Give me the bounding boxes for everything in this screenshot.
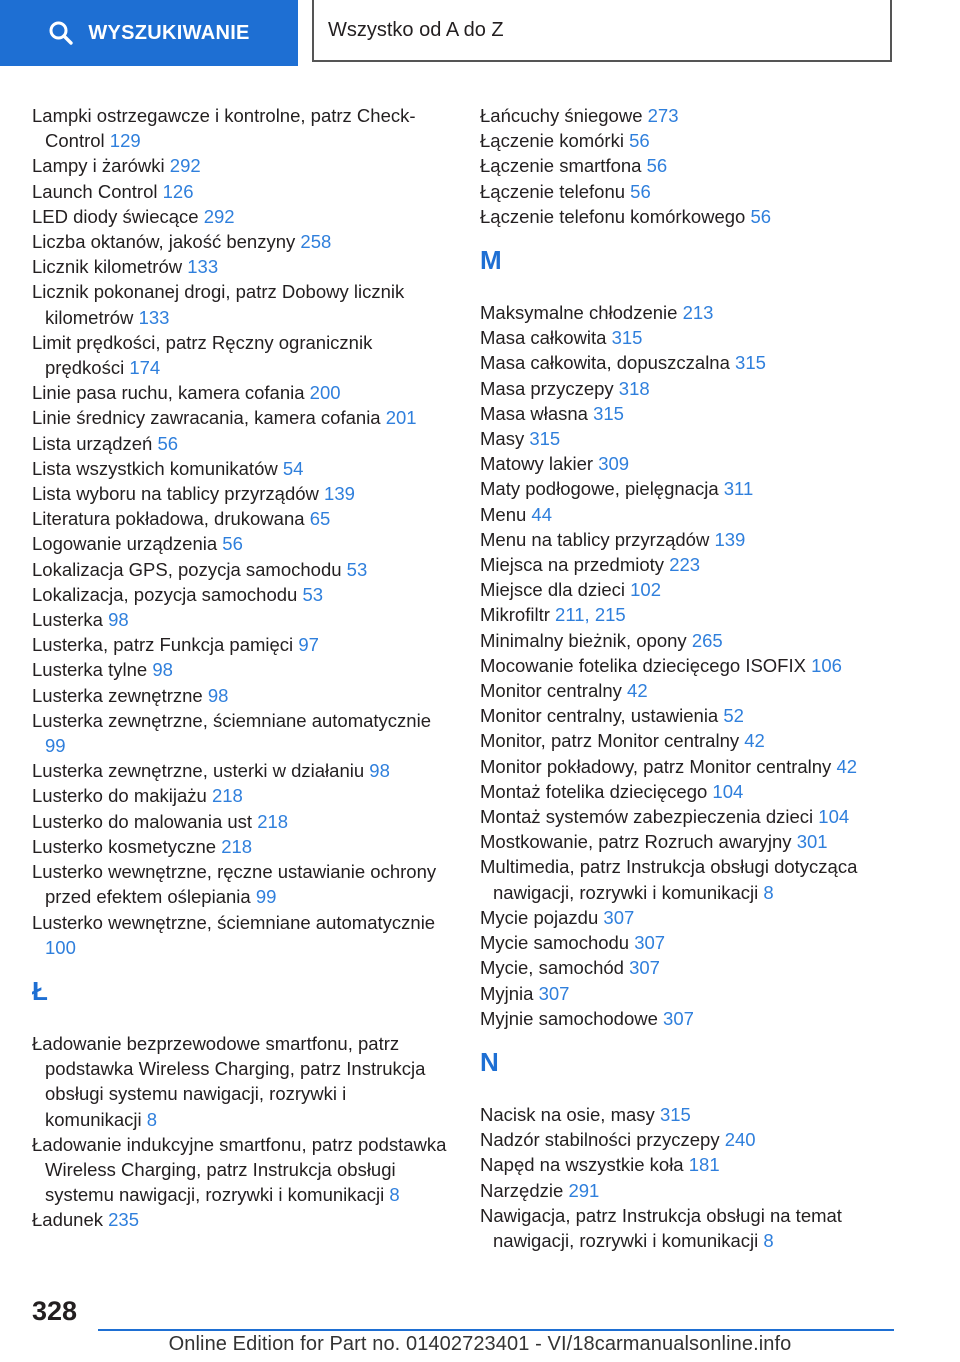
index-entry [32, 1207, 448, 1232]
index-entry-text: Nacisk na osie, masy [480, 1103, 655, 1125]
index-entry-text: Mycie pojazdu [480, 906, 599, 928]
page-reference-link[interactable]: 56 [750, 205, 772, 227]
index-entry-text: Miejsce dla dzieci [480, 579, 625, 601]
page-reference-link[interactable]: 307 [663, 1007, 694, 1029]
page-reference-link[interactable]: 42 [627, 680, 648, 702]
index-entry [32, 204, 448, 229]
index-entry [480, 602, 900, 627]
page-reference-link[interactable]: 54 [282, 457, 304, 479]
index-entry [32, 481, 448, 506]
index-entry-pages [310, 382, 341, 403]
index-entry [480, 325, 900, 350]
section-letter-n: N [480, 1046, 499, 1077]
index-entry-pages [222, 533, 243, 554]
page-reference-link[interactable]: 258 [300, 231, 332, 253]
index-entry-text: Maty podłogowe, pielęgnacja [480, 478, 719, 500]
index-entry-pages [221, 836, 252, 857]
footer-edition-text: Online Edition for Part no. 01402723401 - VI/18 [168, 1333, 595, 1355]
index-entry-text: Lista wyboru na tablicy przyrządów [32, 483, 319, 505]
index-entry [480, 754, 900, 779]
index-entry [480, 829, 900, 854]
page-reference-link[interactable]: 53 [346, 558, 368, 580]
page-reference-link[interactable]: 311 [723, 478, 754, 500]
index-entry-text: Napęd na wszystkie koła [480, 1154, 684, 1176]
index-entry-pages [531, 504, 552, 525]
index-entry-text: Mocowanie fotelika dziecięcego ISOFIX [480, 654, 806, 676]
page-reference-link[interactable]: 215 [594, 604, 626, 626]
index-entry [480, 552, 900, 577]
index-entry [480, 577, 900, 602]
index-entry-pages [619, 378, 650, 399]
index-entry [480, 300, 900, 325]
index-entry-pages [568, 1180, 599, 1201]
page-reference-link[interactable]: 315 [735, 352, 766, 374]
index-entry [480, 179, 900, 204]
page-reference-link[interactable]: 100 [45, 936, 76, 958]
index-entry [480, 451, 900, 476]
index-entry [480, 476, 900, 501]
index-entry-text: Liczba oktanów, jakość benzyny [32, 231, 296, 253]
index-entry-text: Multimedia, patrz Instrukcja obsługi dotycząca nawigacji, rozrywki i komunikacji [480, 856, 858, 903]
index-entry-pages [139, 307, 170, 328]
index-entry-text: Mostkowanie, patrz Rozruch awaryjny [480, 831, 792, 853]
index-entry-text: Lusterko do makijażu [32, 785, 207, 807]
index-entry-text: Masa przyczepy [480, 377, 614, 399]
top-navigation [0, 0, 960, 66]
page-reference-link[interactable]: 53 [302, 583, 324, 605]
index-entry [480, 854, 900, 904]
index-entry-text: Launch Control [32, 180, 158, 202]
index-entry [32, 783, 448, 808]
index-entry-pages [630, 181, 651, 202]
index-entry-text: Limit prędkości, patrz Ręczny ogranicznik prędkości [32, 331, 373, 379]
page-reference-link[interactable]: 291 [568, 1179, 600, 1201]
page-reference-link[interactable]: 265 [691, 629, 723, 651]
index-entry-pages [735, 352, 766, 373]
page-reference-link[interactable]: 106 [811, 654, 842, 676]
page-reference-link[interactable]: 8 [763, 881, 774, 903]
index-entry [32, 456, 448, 481]
index-entry-pages [763, 882, 773, 903]
index-entry [32, 582, 448, 607]
page-reference-link[interactable]: 315 [529, 428, 561, 450]
section-letter-l-stroke: Ł [32, 975, 48, 1006]
index-entry-text: Mycie, samochód [480, 957, 624, 979]
index-entry-text: Lista urządzeń [32, 432, 153, 454]
index-entry-text: Licznik pokonanej drogi, patrz Dobowy licznik kilometrów [32, 281, 405, 328]
index-entry-pages [300, 231, 331, 252]
index-entry [32, 405, 448, 430]
index-entry-pages [529, 428, 560, 449]
page-number: 328 [32, 1296, 78, 1326]
index-entry-pages [310, 508, 331, 529]
index-entry-text: Lusterka tylne [32, 659, 148, 681]
index-entry-pages [712, 781, 743, 802]
index-entry-text: Łączenie smartfona [480, 155, 642, 177]
page-reference-link[interactable]: 307 [538, 982, 570, 1004]
index-entry-pages [302, 584, 323, 605]
index-entry-text: Ładowanie indukcyjne smartfonu, patrz podstawka Wireless Charging, patrz Instrukcja obsługi systemu nawigacji, rozrywki i komunikacji [32, 1133, 447, 1206]
entries-list-l-stroke-cont [480, 103, 900, 229]
index-entry-pages [170, 155, 201, 176]
index-entry-text: Lusterka [32, 609, 103, 631]
index-entry-text: Lokalizacja, pozycja samochodu [32, 583, 298, 605]
index-entry-pages [612, 327, 643, 348]
index-entry-text: Myjnia [480, 982, 534, 1004]
page-reference-link[interactable]: 240 [724, 1129, 756, 1151]
index-entry-text: Menu [480, 503, 527, 525]
index-entry-pages [603, 907, 634, 928]
page-reference-link[interactable]: 139 [714, 528, 746, 550]
index-entry [480, 350, 900, 375]
page-reference-link[interactable]: 56 [222, 533, 243, 555]
index-entry-pages [593, 403, 624, 424]
index-entry-text: Lusterka, patrz Funkcja pamięci [32, 634, 294, 656]
index-entry-text: Narzędzie [480, 1179, 564, 1201]
index-entry-pages [283, 458, 304, 479]
index-entry [32, 179, 448, 204]
entries-list-l-stroke [32, 1031, 448, 1233]
page-reference-link[interactable]: 133 [187, 256, 219, 278]
index-entry-text: Masa całkowita, dopuszczalna [480, 352, 730, 374]
index-entry-pages [108, 609, 129, 630]
footer-divider [98, 1329, 894, 1331]
index-entry [32, 531, 448, 556]
index-entry-pages [163, 181, 194, 202]
index-entry-pages [692, 630, 723, 651]
index-entry-text: Lusterko do malowania ust [32, 810, 253, 832]
index-entry [32, 254, 448, 279]
index-entry [32, 1132, 448, 1208]
index-entry [32, 330, 448, 380]
index-entry-pages [629, 957, 660, 978]
page-reference-link[interactable]: 99 [255, 886, 277, 908]
page-reference-link[interactable]: 174 [129, 357, 161, 379]
index-entry-pages [629, 130, 650, 151]
page-reference-link[interactable]: 309 [598, 453, 630, 475]
index-entry [32, 103, 448, 153]
index-entry-pages [714, 529, 745, 550]
page-reference-link[interactable]: 200 [309, 382, 341, 404]
page-reference-link[interactable]: 201 [385, 407, 417, 429]
index-entry [480, 678, 900, 703]
index-entry-pages [750, 206, 771, 227]
index-entry [32, 708, 448, 758]
index-entry [480, 128, 900, 153]
index-entry [32, 1031, 448, 1132]
page-reference-link[interactable]: 218 [257, 810, 289, 832]
index-entry-pages [204, 206, 235, 227]
page-reference-link[interactable]: 139 [324, 483, 355, 505]
index-column-left [32, 103, 448, 1233]
index-entry [480, 804, 900, 829]
index-entry-text: Mikrofiltr [480, 604, 550, 626]
index-entry-pages [386, 407, 417, 428]
index-entry-text: Logowanie urządzenia [32, 533, 218, 555]
page-reference-link[interactable]: 315 [659, 1103, 691, 1125]
index-entry-pages [108, 1209, 139, 1230]
index-entry [480, 527, 900, 552]
index-entry [32, 607, 448, 632]
index-entry-text: Lampy i żarówki [32, 155, 165, 177]
index-entry-pages [298, 634, 319, 655]
page-reference-link[interactable]: 8 [763, 1229, 774, 1251]
index-entry-pages [797, 831, 828, 852]
index-entry-text: LED diody świecące [32, 205, 199, 227]
index-entry-pages [257, 811, 288, 832]
index-entry-pages [763, 1230, 773, 1251]
page-reference-link[interactable]: 42 [744, 730, 765, 752]
index-entry [32, 279, 448, 329]
index-entry-pages [45, 735, 66, 756]
index-entry [480, 1152, 900, 1177]
index-entry-text: Miejsca na przedmioty [480, 554, 665, 576]
page-reference-link[interactable]: 52 [723, 705, 744, 727]
page-reference-link[interactable]: 315 [611, 327, 643, 349]
index-entry-text: Ładunek [32, 1209, 103, 1231]
index-entry-pages [634, 932, 665, 953]
entries-list-l [32, 103, 448, 960]
index-entry [32, 632, 448, 657]
index-entry [480, 103, 900, 128]
index-entry [480, 1006, 900, 1031]
page-reference-link[interactable]: 56 [157, 432, 179, 454]
page-reference-link[interactable]: 98 [369, 760, 390, 782]
index-entry-text: Lusterko kosmetyczne [32, 835, 217, 857]
index-entry-pages [627, 680, 648, 701]
page-reference-link[interactable]: 99 [45, 735, 66, 757]
index-column-right [480, 103, 900, 1253]
page-reference-link[interactable]: 65 [309, 508, 331, 530]
index-entry-pages [389, 1184, 399, 1205]
entries-list-n [480, 1102, 900, 1253]
index-entry [32, 229, 448, 254]
index-entry [32, 506, 448, 531]
page-reference-link[interactable]: 218 [221, 835, 253, 857]
index-entry [480, 779, 900, 804]
index-entry [480, 1178, 900, 1203]
page-reference-link[interactable]: 8 [146, 1108, 158, 1130]
page-reference-link[interactable]: 292 [169, 155, 201, 177]
page-reference-link[interactable]: 307 [629, 957, 660, 979]
index-entry-text: Łączenie komórki [480, 130, 624, 152]
index-entry-pages [256, 886, 277, 907]
page-reference-link[interactable]: 223 [669, 554, 701, 576]
search-button[interactable] [0, 0, 298, 66]
index-entry-pages [157, 433, 178, 454]
index-entry-pages [669, 554, 700, 575]
index-entry [32, 431, 448, 456]
index-entry-pages [598, 453, 629, 474]
page-reference-link[interactable]: 292 [203, 205, 235, 227]
index-entry-pages [818, 806, 849, 827]
index-entry-text: Lusterka zewnętrzne, ściemniane automatycznie [32, 709, 431, 731]
search-button-label: WYSZUKIWANIE [88, 21, 250, 44]
index-entry-text: Myjnie samochodowe [480, 1007, 658, 1029]
index-entry-pages [647, 155, 668, 176]
page-reference-link[interactable]: 44 [531, 503, 552, 525]
page-reference-link[interactable]: 133 [138, 306, 170, 328]
index-entry [480, 376, 900, 401]
index-entry [480, 1102, 900, 1127]
index-entry-text: Linie średnicy zawracania, kamera cofania [32, 407, 381, 429]
index-entry-text: Masy [480, 428, 525, 450]
page-reference-link[interactable]: 104 [712, 780, 744, 802]
page-reference-link[interactable]: 98 [108, 609, 129, 631]
page-reference-link[interactable]: 97 [298, 634, 319, 656]
index-entry [480, 401, 900, 426]
tab-a-to-z[interactable] [312, 0, 892, 62]
index-entry-text: Lusterko wewnętrzne, ściemniane automatycznie [32, 911, 436, 933]
index-entry [480, 502, 900, 527]
index-entry-text: Ładowanie bezprzewodowe smartfonu, patrz podstawka Wireless Charging, patrz Instrukcja obsługi systemu nawigacji, rozrywki i komunikacji [32, 1032, 426, 1130]
index-entry-text: Monitor centralny, ustawienia [480, 705, 719, 727]
page-reference-link[interactable]: 129 [109, 130, 141, 152]
index-entry [32, 657, 448, 682]
section-letter-m: M [480, 245, 502, 276]
index-entry-pages [212, 785, 243, 806]
page-reference-link[interactable]: 181 [688, 1154, 720, 1176]
index-entry [480, 955, 900, 980]
index-entry-pages [152, 659, 173, 680]
index-entry [480, 728, 900, 753]
index-entry-pages [147, 1109, 157, 1130]
index-entry-text: Montaż fotelika dziecięcego [480, 780, 708, 802]
index-entry [32, 834, 448, 859]
index-entry [32, 809, 448, 834]
page-reference-link[interactable]: 56 [630, 180, 651, 202]
index-entry-text: Lista wszystkich komunikatów [32, 457, 278, 479]
page-reference-link[interactable]: 42 [836, 755, 858, 777]
index-entry [480, 204, 900, 229]
index-entry-pages [724, 478, 754, 499]
index-entry-pages [744, 730, 765, 751]
index-entry-text: Lusterka zewnętrzne [32, 684, 203, 706]
index-entry [480, 1203, 900, 1253]
index-entry [32, 683, 448, 708]
index-entry-text: Lusterka zewnętrzne, usterki w działaniu [32, 760, 365, 782]
index-entry-text: Nadzór stabilności przyczepy [480, 1129, 720, 1151]
tab-a-to-z-label: Wszystko od A do Z [328, 18, 504, 41]
index-entry-pages [369, 760, 390, 781]
index-entry-pages [648, 105, 679, 126]
index-entry [32, 859, 448, 909]
index-entry-text: Lokalizacja GPS, pozycja samochodu [32, 558, 342, 580]
index-entry-text: Monitor, patrz Monitor centralny [480, 730, 740, 752]
index-entry-text: Mycie samochodu [480, 932, 630, 954]
index-entry-text: Łańcuchy śniegowe [480, 105, 643, 126]
index-entry [32, 910, 448, 960]
index-entry-pages [723, 705, 744, 726]
page-reference-link[interactable]: 56 [629, 130, 650, 152]
search-icon [48, 20, 74, 46]
index-entry [480, 905, 900, 930]
index-entry-pages [683, 302, 714, 323]
footer-watermark: carmanualsonline.info [594, 1333, 792, 1355]
page-reference-link[interactable]: 307 [603, 906, 635, 928]
entries-list-m [480, 300, 900, 1031]
index-entry [480, 703, 900, 728]
page-reference-link[interactable]: 126 [162, 180, 194, 202]
index-entry-text: Nawigacja, patrz Instrukcja obsługi na temat nawigacji, rozrywki i komunikacji [480, 1204, 842, 1251]
index-entry-pages [129, 357, 160, 378]
index-entry-text: Masa własna [480, 402, 588, 424]
index-entry-text: Literatura pokładowa, drukowana [32, 508, 305, 530]
index-entry-pages [208, 685, 229, 706]
index-entry-text: Matowy lakier [480, 453, 594, 475]
page-reference-link[interactable]: 104 [818, 806, 850, 828]
page-reference-link[interactable]: 301 [796, 831, 828, 853]
page-reference-link[interactable]: 235 [108, 1209, 139, 1231]
page-reference-link[interactable]: 98 [207, 684, 229, 706]
index-entry [480, 930, 900, 955]
index-entry-text: Masa całkowita [480, 327, 607, 349]
page-reference-link[interactable]: 213 [682, 302, 714, 324]
index-entry-text: Łączenie telefonu [480, 180, 626, 202]
index-entry [480, 628, 900, 653]
index-entry-text: Lampki ostrzegawcze i kontrolne, patrz Check-Control [32, 105, 416, 152]
index-entry-pages [110, 130, 141, 151]
index-entry [480, 1127, 900, 1152]
index-entry-text: Maksymalne chłodzenie [480, 302, 678, 324]
page-reference-link[interactable]: 98 [152, 659, 173, 681]
page-reference-link[interactable]: 8 [389, 1184, 400, 1206]
index-entry-pages [836, 756, 857, 777]
index-entry-pages [689, 1154, 720, 1175]
index-entry [480, 426, 900, 451]
index-entry-pages [660, 1104, 691, 1125]
index-entry-text: Minimalny bieżnik, opony [480, 629, 687, 651]
index-entry-pages [347, 559, 368, 580]
index-entry-pages [663, 1008, 694, 1029]
index-entry-pages [811, 655, 842, 676]
index-entry-pages [45, 937, 76, 958]
index-entry-pages [539, 983, 570, 1004]
index-entry-text: Menu na tablicy przyrządów [480, 528, 710, 550]
index-entry-text: Łączenie telefonu komórkowego [480, 205, 746, 227]
index-entry-text: Licznik kilometrów [32, 256, 183, 278]
page-reference-link[interactable]: 318 [618, 377, 650, 399]
index-entry-pages [324, 483, 355, 504]
index-entry-pages [187, 256, 218, 277]
index-entry-pages: 211, 215 [555, 604, 626, 626]
page-reference-link[interactable]: 102 [630, 579, 661, 601]
page-reference-link[interactable]: 56 [646, 155, 668, 177]
index-entry-text: Linie pasa ruchu, kamera cofania [32, 382, 305, 404]
page-reference-link[interactable]: 211 [555, 604, 585, 626]
page-reference-link[interactable]: 273 [647, 105, 679, 126]
index-entry [480, 153, 900, 178]
index-entry-pages [725, 1129, 756, 1150]
page-reference-link[interactable]: 218 [211, 785, 243, 807]
page-reference-link[interactable]: 307 [634, 932, 666, 954]
index-entry-text: Montaż systemów zabezpieczenia dzieci [480, 806, 814, 828]
index-entry-pages [630, 579, 661, 600]
index-entry [32, 153, 448, 178]
index-entry [480, 981, 900, 1006]
index-entry [32, 758, 448, 783]
index-entry [32, 557, 448, 582]
page-reference-link[interactable]: 315 [593, 402, 624, 424]
index-entry-text: Lusterko wewnętrzne, ręczne ustawianie ochrony przed efektem oślepiania [32, 861, 437, 908]
footer-edition [0, 1333, 960, 1356]
index-entry-text: Monitor centralny [480, 680, 622, 702]
index-entry [480, 653, 900, 678]
index-entry [32, 380, 448, 405]
index-entry-text: Monitor pokładowy, patrz Monitor centralny [480, 755, 832, 777]
